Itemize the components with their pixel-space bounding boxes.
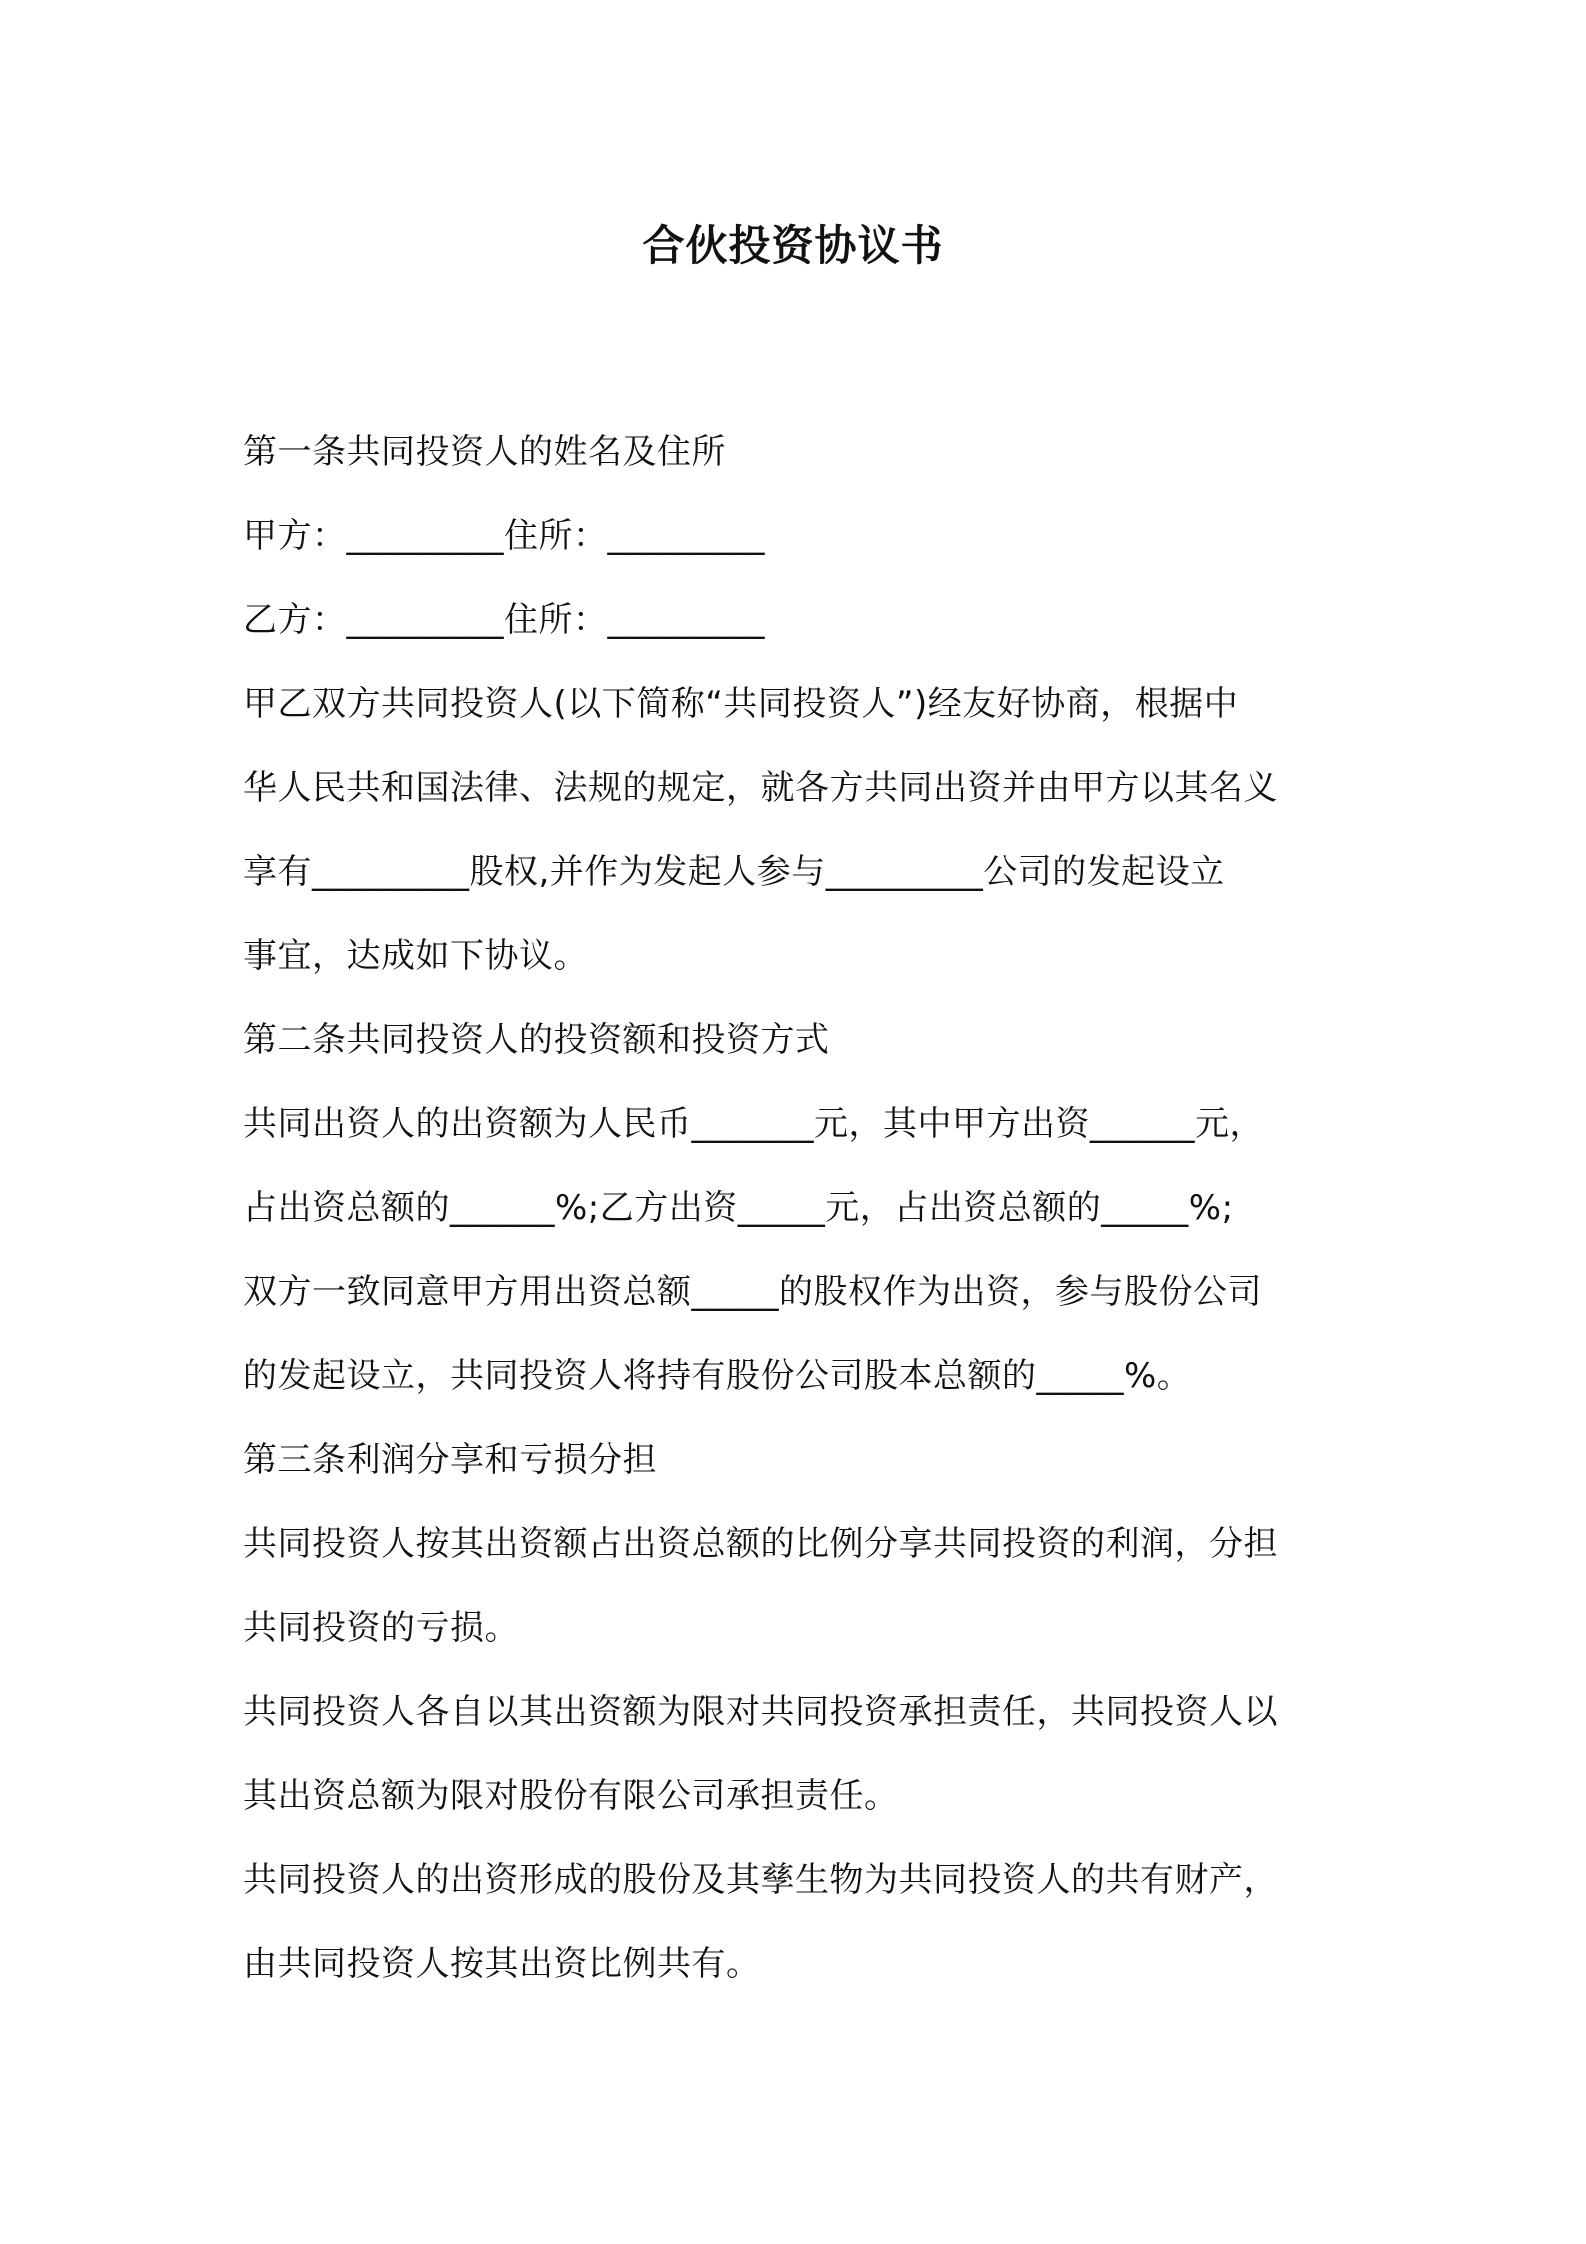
document-body	[243, 410, 1353, 2006]
article-2-line-1: 共同出资人的出资额为人民币_______元，其中甲方出资______元，	[243, 1104, 1264, 1144]
article-3-heading: 第三条利润分享和亏损分担	[243, 1440, 657, 1480]
article-3-line-3: 共同投资人各自以其出资额为限对共同投资承担责任，共同投资人以	[243, 1692, 1278, 1732]
preamble-line-1: 甲乙双方共同投资人(以下简称“共同投资人”)经友好协商，根据中	[243, 684, 1239, 724]
article-3-line-6: 由共同投资人按其出资比例共有。	[243, 1944, 761, 1984]
party-b-line: 乙方：_________住所：_________	[243, 600, 765, 640]
article-2-heading: 第二条共同投资人的投资额和投资方式	[243, 1020, 830, 1060]
article-2-line-3: 双方一致同意甲方用出资总额_____的股权作为出资，参与股份公司	[243, 1272, 1262, 1312]
preamble-line-4: 事宜，达成如下协议。	[243, 936, 588, 976]
article-2-line-4: 的发起设立，共同投资人将持有股份公司股本总额的_____%。	[243, 1356, 1192, 1396]
preamble-line-3: 享有_________股权,并作为发起人参与_________公司的发起设立	[243, 852, 1225, 892]
party-a-line: 甲方：_________住所：_________	[243, 516, 765, 556]
article-2-line-2: 占出资总额的______%;乙方出资_____元，占出资总额的_____%;	[243, 1188, 1234, 1228]
article-3-line-4: 其出资总额为限对股份有限公司承担责任。	[243, 1776, 899, 1816]
article-3-line-5: 共同投资人的出资形成的股份及其孳生物为共同投资人的共有财产，	[243, 1860, 1278, 1900]
article-3-line-1: 共同投资人按其出资额占出资总额的比例分享共同投资的利润，分担	[243, 1524, 1278, 1564]
article-3-line-2: 共同投资的亏损。	[243, 1608, 519, 1648]
document-title: 合伙投资协议书	[642, 221, 944, 270]
article-1-heading: 第一条共同投资人的姓名及住所	[243, 432, 726, 472]
preamble-line-2: 华人民共和国法律、法规的规定，就各方共同出资并由甲方以其名义	[243, 768, 1278, 808]
